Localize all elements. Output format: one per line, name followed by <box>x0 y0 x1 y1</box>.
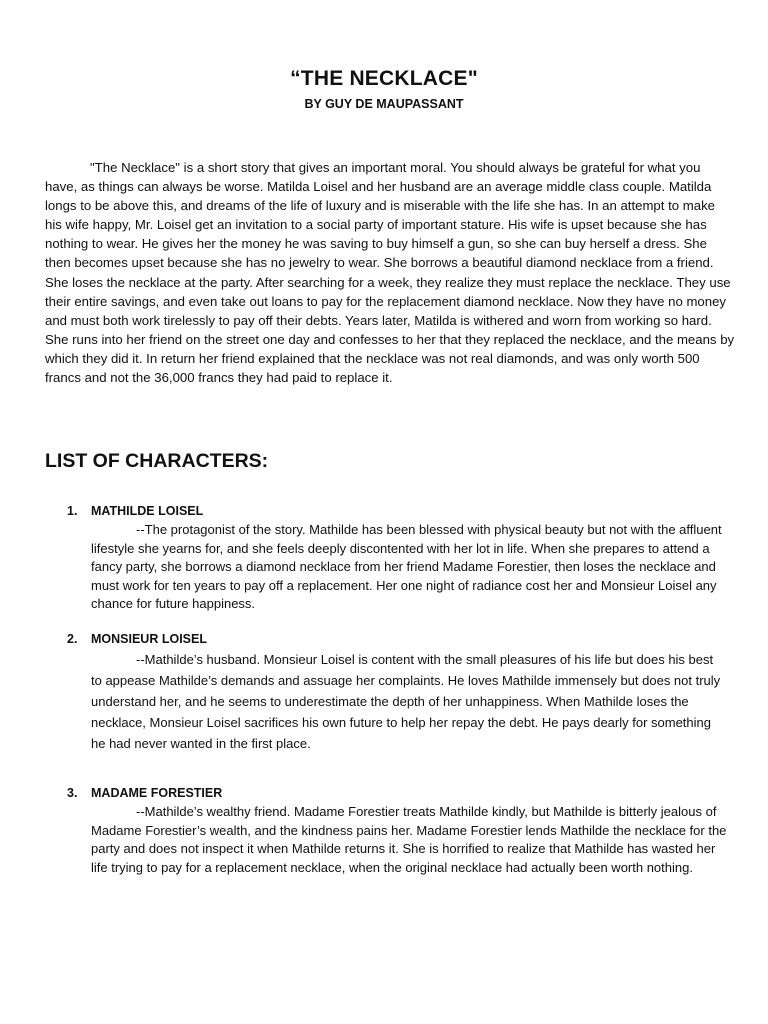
character-description: --Mathilde’s wealthy friend. Madame Forestier treats Mathilde kindly, but Mathilde is bitterly jealous of Madame Forestier’s wealth, and the kindness pains her. Madame Forestier lends Mathilde the necklace for the party and does not inspect it when Mathilde returns it. She is horrified to realize that Mathilde has wasted her life trying to pay for a replacement necklace, when the original necklace had actually been worth nothing. <box>91 804 727 875</box>
characters-heading: LIST OF CHARACTERS: <box>45 450 269 472</box>
author-byline: BY GUY DE MAUPASSANT <box>304 97 464 111</box>
document-title: “THE NECKLACE" <box>290 67 478 90</box>
character-description: --The protagonist of the story. Mathilde has been blessed with physical beauty but not with the affluent lifestyle she yearns for, and she feels deeply discontented with her lot in life. When she prepares to attend a fancy party, she borrows a diamond necklace from her friend Madame Forestier, then loses the necklace and must work for ten years to pay off a replacement. Her one night of radiance cost her and Monsieur Loisel any chance for future happiness. <box>91 522 722 611</box>
character-description: --Mathilde’s husband. Monsieur Loisel is content with the small pleasures of his life but does his best to appease Mathilde’s demands and assuage her complaints. He loves Mathilde immensely but does not truly understand her, and he seems to underestimate the depth of her unhappiness. When Mathilde loses the necklace, Monsieur Loisel sacrifices his own future to help her repay the debt. He pays dearly for something he had never wanted in the first place. <box>91 652 721 751</box>
character-name: MONSIEUR LOISEL <box>91 632 207 646</box>
character-number: 3. <box>67 786 78 800</box>
character-number: 2. <box>67 632 78 646</box>
character-number: 1. <box>67 504 78 518</box>
character-name: MATHILDE LOISEL <box>91 504 204 518</box>
character-name: MADAME FORESTIER <box>91 786 223 800</box>
summary-paragraph: "The Necklace" is a short story that gives an important moral. You should always be grateful for what you have, as things can always be worse. Matilda Loisel and her husband are an average middle class couple. Matilda longs to be above this, and dreams of the life of luxury and is miserable with the life she has. In an attempt to make his wife happy, Mr. Loisel get an invitation to a social party of important stature. His wife is upset because she has nothing to wear. He gives her the money he was saving to buy himself a gun, so she can buy herself a dress. She then becomes upset because she has no jewelry to wear. She borrows a beautiful diamond necklace from a friend. She loses the necklace at the party. After searching for a week, they realize they must replace the necklace. They use their entire savings, and even take out loans to pay for the replacement diamond necklace. Now they have no money and must both work tirelessly to pay off their debts. Years later, Matilda is withered and worn from working so hard. She runs into her friend on the street one day and confesses to her that they replaced the necklace, and the means by which they did it. In return her friend explained that the necklace was not real diamonds, and was only worth 500 francs and not the 36,000 francs they had paid to replace it. <box>45 160 735 386</box>
